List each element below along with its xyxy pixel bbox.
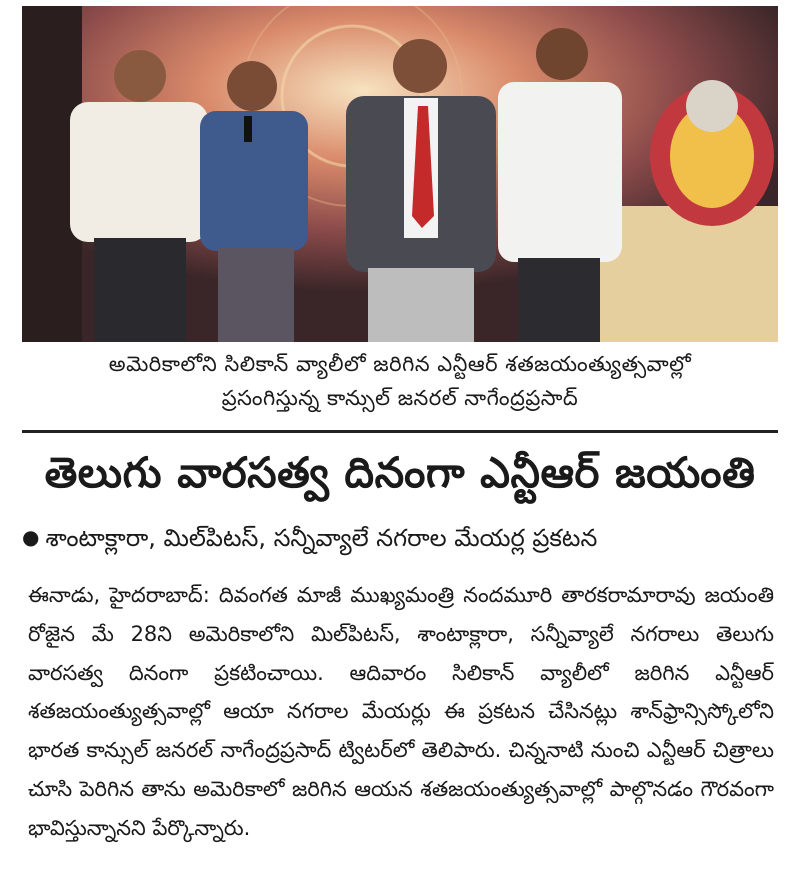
article-text: దివంగత మాజీ ముఖ్యమంత్రి నందమూరి తారకరామారావు జయంతి రోజైన మే 28ని అమెరికాలోని మిల్‌పిటస్, శాంటాక్లారా, సన్నీవ్యాలే నగరాలు తెలుగు వారసత్వ దినంగా ప్రకటించాయి. ఆదివారం సిలికాన్ వ్యాలీలో జరిగిన ఎన్టీఆర్ శతజయంత్యుత్సవాల్లో ఆయా నగరాల మేయర్లు ఈ ప్రకటన చేసినట్లు శాన్‌ఫ్రాన్సిస్కోలోని భారత కాన్సుల్ జనరల్ నాగేంద్రప్రసాద్ ట్విటర్‌లో తెలిపారు. చిన్ననాటి నుంచి ఎన్టీఆర్ చిత్రాలు చూసి పెరిగిన తాను అమెరికాలో జరిగిన ఆయన శతజయంత్యుత్సవాల్లో పాల్గొనడం గౌరవంగా భావిస్తున్నానని పేర్కొన్నారు. — [28, 583, 774, 840]
dateline: ఈనాడు, హైదరాబాద్: — [28, 583, 210, 607]
photo-caption — [22, 343, 778, 423]
caption-line-2: ప్రసంగిస్తున్న కాన్సుల్ జనరల్ నాగేంద్రప్రసాద్ — [221, 386, 579, 410]
headline: తెలుగు వారసత్వ దినంగా ఎన్టీఆర్ జయంతి — [44, 448, 756, 497]
news-photo — [22, 6, 778, 342]
caption-line-1: అమెరికాలోని సిలికాన్ వ్యాలీలో జరిగిన ఎన్టీఆర్ శతజయంత్యుత్సవాల్లో — [108, 352, 692, 376]
subhead-text: శాంటాక్లారా, మిల్‌పిటస్, సన్నీవ్యాలే నగరాల మేయర్ల ప్రకటన — [45, 524, 598, 552]
bullet-icon: ● — [22, 525, 40, 549]
article-body — [28, 576, 774, 886]
bust-statue — [686, 80, 738, 132]
divider-rule — [22, 430, 778, 433]
subheadline — [22, 516, 778, 560]
photo-illustration — [22, 6, 778, 342]
